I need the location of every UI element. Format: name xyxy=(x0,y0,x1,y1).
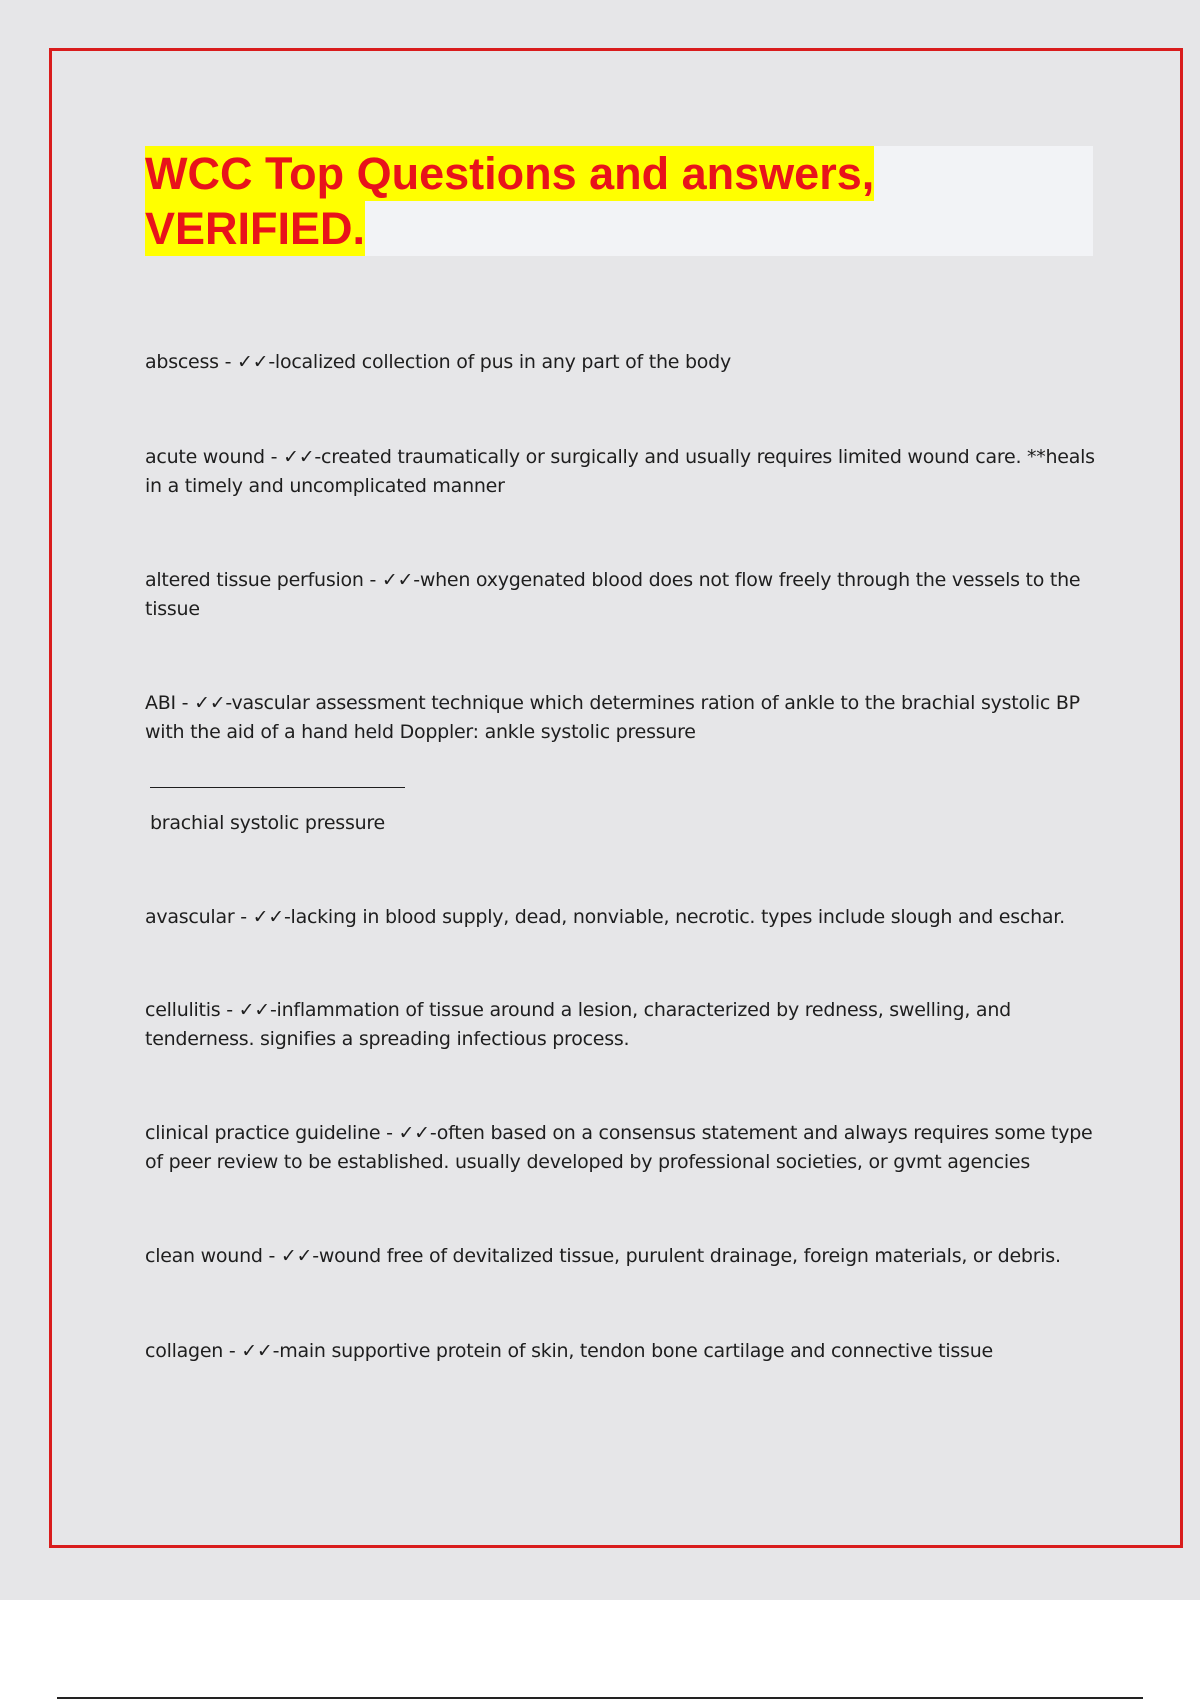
entry-definition: -created traumatically or surgically and usually requires limited wound care. **heals in a timely and uncomplicated manner xyxy=(145,446,1095,497)
glossary-entry-avascular: avascular - ✓✓-lacking in blood supply, dead, nonviable, necrotic. types include slough and eschar. xyxy=(145,906,1065,928)
entry-definition: -inflammation of tissue around a lesion, characterized by redness, swelling, and tenderness. signifies a spreading infectious process. xyxy=(145,999,1011,1050)
glossary-entry-acute-wound: acute wound - ✓✓-created traumatically or surgically and usually requires limited wound care. **heals in a timely and uncomplicated manner xyxy=(145,446,1095,497)
entry-definition: -localized collection of pus in any part of the body xyxy=(268,351,731,373)
entry-definition: -lacking in blood supply, dead, nonviable, necrotic. types include slough and eschar. xyxy=(283,906,1065,928)
check-mark-icon: ✓✓ xyxy=(398,1122,430,1144)
glossary-entry-abi: ABI - ✓✓-vascular assessment technique which determines ration of ankle to the brachial systolic BP with the aid of a hand held Doppler: ankle systolic pressure xyxy=(145,692,1080,743)
entry-term: abscess xyxy=(145,351,219,373)
fraction-divider xyxy=(150,787,405,788)
glossary-entry-cellulitis: cellulitis - ✓✓-inflammation of tissue around a lesion, characterized by redness, swelling, and tenderness. signifies a spreading infectious process. xyxy=(145,999,1011,1050)
entry-term: collagen xyxy=(145,1340,224,1362)
check-mark-icon: ✓✓ xyxy=(241,1340,273,1362)
check-mark-icon: ✓✓ xyxy=(280,1245,313,1267)
glossary-entry-clean-wound: clean wound - ✓✓-wound free of devitalized tissue, purulent drainage, foreign materials, or debris. xyxy=(145,1245,1061,1267)
entry-term: altered tissue perfusion xyxy=(145,569,364,591)
entry-term: clean wound xyxy=(145,1245,263,1267)
check-mark-icon: ✓✓ xyxy=(194,692,226,714)
glossary-entry-abscess: abscess - ✓✓-localized collection of pus in any part of the body xyxy=(145,351,731,373)
entry-term: cellulitis xyxy=(145,999,221,1021)
glossary-entry-collagen: collagen - ✓✓-main supportive protein of skin, tendon bone cartilage and connective tissue xyxy=(145,1340,993,1362)
entry-definition: -often based on a consensus statement and always requires some type of peer review to be established. usually developed by professional societies, or gvmt agencies xyxy=(145,1122,1093,1173)
entry-definition: -main supportive protein of skin, tendon bone cartilage and connective tissue xyxy=(272,1340,993,1362)
entry-definition: -vascular assessment technique which determines ration of ankle to the brachial systolic BP with the aid of a hand held Doppler: ankle systolic pressure xyxy=(145,692,1080,743)
glossary-entry-altered-tissue-perfusion: altered tissue perfusion - ✓✓-when oxygenated blood does not flow freely through the vessels to the tissue xyxy=(145,569,1081,620)
glossary-entry-clinical-practice-guideline: clinical practice guideline - ✓✓-often based on a consensus statement and always requires some type of peer review to be established. usually developed by professional societies, or gvmt agencies xyxy=(145,1122,1093,1173)
entry-definition: -wound free of devitalized tissue, purulent drainage, foreign materials, or debris. xyxy=(312,1245,1061,1267)
entry-term: avascular xyxy=(145,906,235,928)
check-mark-icon: ✓✓ xyxy=(252,906,284,928)
entry-term: ABI xyxy=(145,692,176,714)
entry-term: clinical practice guideline xyxy=(145,1122,381,1144)
check-mark-icon: ✓✓ xyxy=(238,999,270,1021)
document-title-line-1: WCC Top Questions and answers, xyxy=(145,148,875,199)
check-mark-icon: ✓✓ xyxy=(283,446,315,468)
page-border-frame xyxy=(49,48,1183,1548)
footer-divider xyxy=(57,1697,1143,1699)
check-mark-icon: ✓✓ xyxy=(381,569,414,591)
check-mark-icon: ✓✓ xyxy=(236,351,269,373)
entry-definition: -when oxygenated blood does not flow freely through the vessels to the tissue xyxy=(145,569,1081,620)
document-title-line-2: VERIFIED. xyxy=(145,203,366,254)
abi-fraction-denominator: brachial systolic pressure xyxy=(150,812,385,834)
entry-term: acute wound xyxy=(145,446,265,468)
